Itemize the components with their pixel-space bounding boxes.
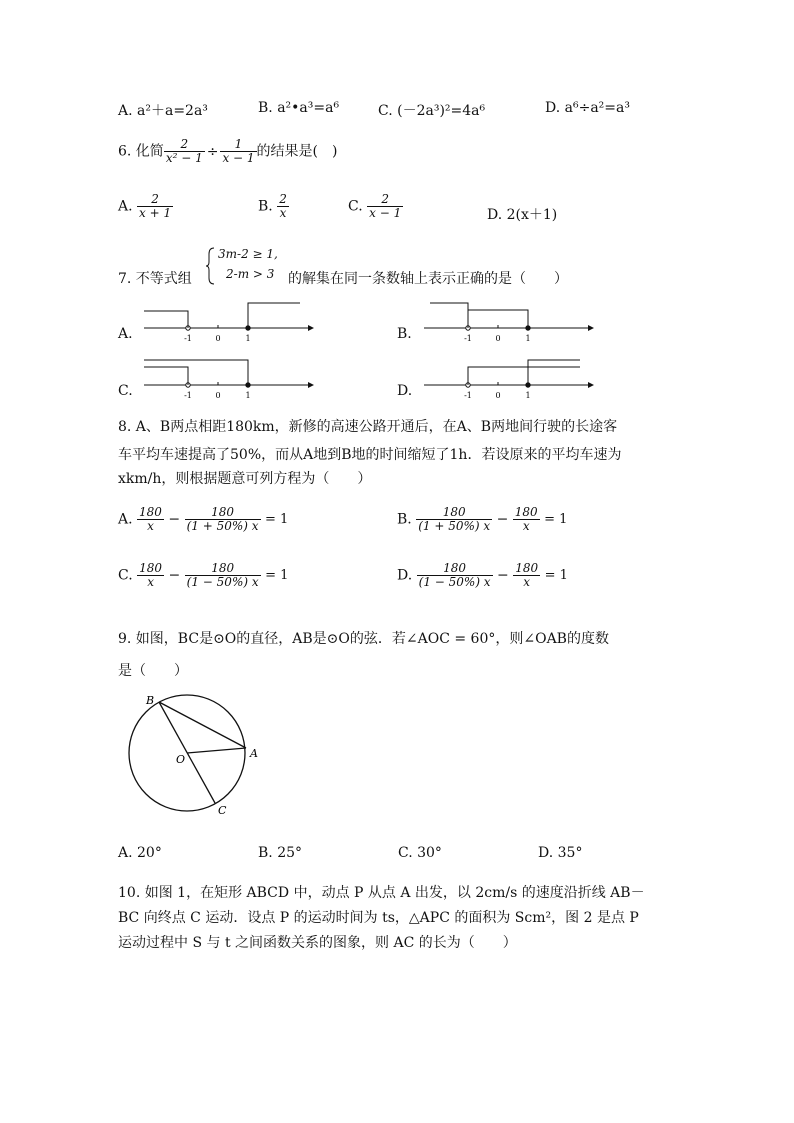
svg-text:0: 0 (215, 334, 221, 343)
svg-text:1: 1 (245, 334, 251, 343)
q8-line1: 8. A、B两点相距180km，新修的高速公路开通后，在A、B两地间行驶的长途客 (118, 419, 618, 435)
q7-label-d: D. (397, 383, 413, 399)
q9-option-c: C. 30° (398, 845, 442, 861)
svg-text:1: 1 (245, 391, 251, 400)
svg-text:1: 1 (525, 334, 531, 343)
q8-option-b: B. $\frac{180}{(1 + 50\%) x}$ − $\frac{180}{x}$ = 1 (397, 505, 568, 533)
q6-option-d: D. 2(x＋1) (487, 207, 558, 223)
q6-suffix: 的结果是( ) (256, 143, 338, 160)
svg-text:-1: -1 (464, 334, 472, 343)
q6-stem (118, 138, 337, 165)
axis-arrow (588, 382, 594, 388)
q9-option-b: B. 25° (258, 845, 303, 861)
svg-text:1: 1 (525, 391, 531, 400)
q9-line2: 是（ ） (118, 663, 188, 679)
point-c-label: C (218, 804, 227, 817)
q6-option-b: B. $\frac{2}{x}$ (258, 192, 287, 220)
point-b-label: B (146, 694, 155, 707)
q7-label-c: C. (118, 383, 133, 399)
q8-option-c: C. $\frac{180}{x}$ − $\frac{180}{(1 - 50\%) x}$ = 1 (118, 561, 289, 589)
q10-line3: 运动过程中 S 与 t 之间函数关系的图象，则 AC 的长为（ ） (118, 935, 517, 951)
q6-option-c: C. $\frac{2}{x - 1}$ (348, 192, 402, 220)
svg-text:0: 0 (495, 334, 501, 343)
q10-line2: BC 向终点 C 运动．设点 P 的运动时间为 ts，△APC 的面积为 Scm²，图 2 是点 P (118, 910, 639, 926)
q6-prefix: 6. 化简 (118, 143, 164, 160)
svg-text:-1: -1 (464, 391, 472, 400)
q7-system-brace (205, 246, 217, 286)
q7-prefix: 7. 不等式组 (118, 271, 192, 287)
q7-numberline-d (420, 355, 595, 401)
q9-option-a: A. 20° (118, 845, 162, 861)
point-o-label: O (176, 753, 186, 766)
q5-option-d: D. a⁶÷a²=a³ (545, 100, 630, 116)
q9-line1: 9. 如图，BC是⊙O的直径，AB是⊙O的弦．若∠AOC = 60°，则∠OAB的度数 (118, 631, 609, 647)
svg-text:0: 0 (495, 391, 501, 400)
q8-option-a: A. $\frac{180}{x}$ − $\frac{180}{(1 + 50\%) x}$ = 1 (118, 505, 289, 533)
svg-text:0: 0 (215, 391, 221, 400)
q7-ineq1: 3m-2 ≥ 1, (218, 247, 278, 261)
q6-option-a: A. $\frac{2}{x + 1}$ (118, 192, 172, 220)
q7-label-a: A. (118, 326, 133, 342)
q8-line2: 车平均车速提高了50%，而从A地到B地的时间缩短了1h．若设原来的平均车速为 (118, 447, 622, 463)
q9-option-d: D. 35° (538, 845, 583, 861)
q8-line3: xkm/h，则根据题意可列方程为（ ） (118, 471, 372, 487)
q10-line1: 10. 如图 1，在矩形 ABCD 中，动点 P 从点 A 出发，以 2cm/s 的速度沿折线 AB－ (118, 885, 645, 901)
q7-numberline-c (140, 355, 315, 401)
axis-arrow (308, 382, 314, 388)
q7-ineq2: 2-m > 3 (226, 267, 275, 281)
q5-option-a: A. a²＋a=2a³ (118, 103, 208, 119)
q9-circle-diagram (122, 690, 272, 820)
q6-div: ÷ (206, 143, 219, 160)
q7-numberline-a (140, 298, 315, 344)
axis-arrow (588, 325, 594, 331)
q7-numberline-b (420, 298, 595, 344)
q7-suffix: 的解集在同一条数轴上表示正确的是（ ） (288, 271, 568, 287)
q5-option-b: B. a²•a³=a⁶ (258, 100, 340, 116)
q7-label-b: B. (397, 326, 412, 342)
point-a-label: A (250, 747, 258, 760)
radius-oa (187, 748, 246, 753)
svg-text:-1: -1 (184, 334, 192, 343)
q8-option-d: D. $\frac{180}{(1 - 50\%) x}$ − $\frac{180}{x}$ = 1 (397, 561, 568, 589)
svg-text:-1: -1 (184, 391, 192, 400)
q6-frac2: $\frac{1}{x - 1}$ (222, 137, 255, 165)
axis-arrow (308, 325, 314, 331)
q5-option-c: C. (－2a³)²=4a⁶ (378, 103, 486, 119)
q6-frac1: $\frac{2}{\text{x² − 1}}$ (165, 137, 203, 165)
